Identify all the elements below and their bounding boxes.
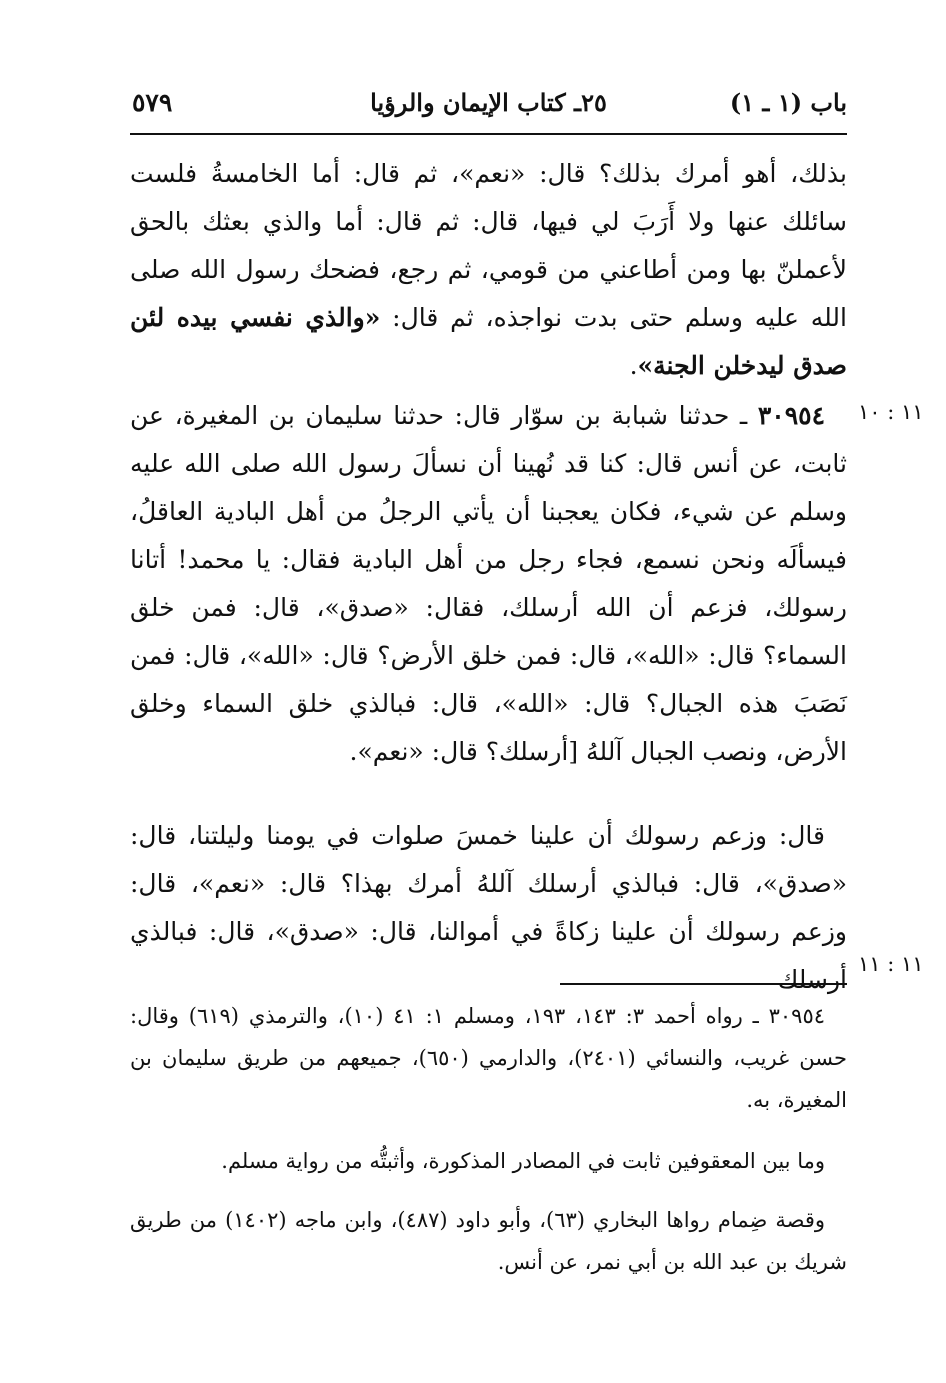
footnote-takhrij	[130, 995, 847, 1121]
page-number: ٥٧٩	[132, 88, 173, 117]
hadith-paragraph	[130, 392, 847, 776]
paragraph-continuation	[130, 150, 847, 390]
footnote-note	[130, 1140, 847, 1182]
hadith-quote: «والذي نفسي بيده لئن صدق ليدخلن الجنة»	[130, 303, 847, 380]
paragraph-text: بذلك، أهو أمرك بذلك؟ قال: «نعم»، ثم قال: أما الخامسةُ فلست سائلك عنها ولا أَرَبَ لي فيها، قال: ثم قال: أما والذي بعثك بالحق لأعملنّ بها ومن أطاعني من قومي، ثم رجع، فضحك رسول الله صلى الله عليه وسلم حتى بدت نواجذه، ثم قال:	[130, 159, 847, 332]
hadith-text: ـ حدثنا شبابة بن سوّار قال: حدثنا سليمان بن المغيرة، عن ثابت، عن أنس قال: كنا قد نُهينا أن نسألَ رسول الله صلى الله عليه وسلم عن شيء، فكان يعجبنا أن يأتي الرجلُ من أهل البادية العاقلُ، فيسألَه ونحن نسمع، فجاء رجل من أهل البادية فقال: يا محمد! أتانا رسولك، فزعم أن الله أرسلك، فقال: «صدق»، قال: فمن خلق السماء؟ قال: «الله»، قال: فمن خلق الأرض؟ قال: «الله»، قال: فمن نَصَبَ هذه الجبال؟ قال: «الله»، قال: فبالذي خلق السماء وخلق الأرض، ونصب الجبال آللهُ [أرسلك؟ قال: «نعم».	[130, 401, 847, 766]
footnote-text: وقصة ضِمام رواها البخاري (٦٣)، وأبو داود (٤٨٧)، وابن ماجه (١٤٠٢) من طريق شريك بن عبد الله بن أبي نمر، عن أنس.	[130, 1208, 847, 1274]
footnote-text: وما بين المعقوفين ثابت في المصادر المذكورة، وأثبتُّه من رواية مسلم.	[221, 1149, 825, 1173]
running-header	[130, 84, 847, 124]
footnote-text: ٣٠٩٥٤ ـ رواه أحمد ٣: ١٤٣، ١٩٣، ومسلم ١: ٤١ (١٠)، والترمذي (٦١٩) وقال: حسن غريب، والنسائي (٢٤٠١)، والدارمي (٦٥٠)، جميعهم من طريق سليمان بن المغيرة، به.	[130, 1004, 847, 1112]
chapter-reference: باب (١ ـ ١)	[729, 88, 847, 117]
paragraph-end: .	[629, 351, 638, 380]
book-title: ٢٥ـ كتاب الإيمان والرؤيا	[370, 88, 607, 117]
footnote-note	[130, 1199, 847, 1283]
header-divider	[130, 133, 847, 135]
footnote-divider	[560, 983, 847, 985]
hadith-paragraph-continued	[130, 812, 847, 1004]
margin-marker-volume: ١١ : ١٠	[858, 400, 924, 424]
margin-marker-volume: ١١ : ١١	[858, 952, 924, 976]
paragraph-text: قال: وزعم رسولك أن علينا خمسَ صلوات في يومنا وليلتنا، قال: «صدق»، قال: فبالذي أرسلك آللهُ أمرك بهذا؟ قال: «نعم»، قال: وزعم رسولك أن علينا زكاةً في أموالنا، قال: «صدق»، قال: فبالذي أرسلك	[130, 821, 847, 994]
hadith-number: ٣٠٩٥٤	[757, 401, 825, 430]
